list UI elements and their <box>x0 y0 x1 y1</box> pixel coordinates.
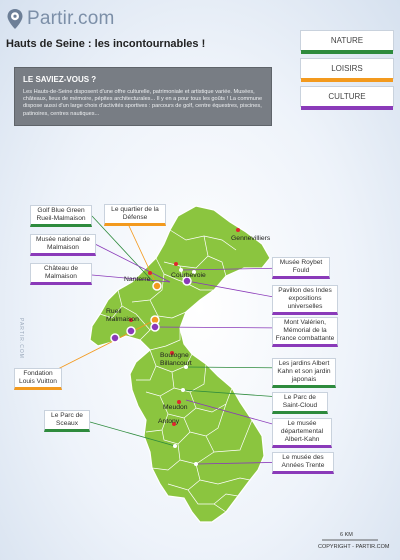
town-dot <box>174 262 178 266</box>
label-chateau-malmaison[interactable]: Château de Malmaison <box>30 263 92 285</box>
marker-dot <box>194 462 198 466</box>
label-mont-valerien[interactable]: Mont Valérien, Mémorial de la France combattante <box>272 317 338 347</box>
town-boulogne: Boulogne Billancourt <box>160 352 192 367</box>
side-watermark: PARTIR.COM <box>18 318 24 359</box>
loisirs-marker[interactable] <box>153 282 161 290</box>
label-quartier-defense[interactable]: Le quartier de la Défense <box>104 204 166 226</box>
info-title: LE SAVIEZ-VOUS ? <box>23 75 97 84</box>
town-courbevoie: Courbevoie <box>171 272 206 279</box>
culture-marker[interactable] <box>127 327 135 335</box>
label-musee-kahn[interactable]: Le musée départemental Albert-Kahn <box>272 418 332 448</box>
page-title: Hauts de Seine : les incontournables ! <box>6 38 206 50</box>
label-golf[interactable]: Golf Blue Green Rueil-Malmaison <box>30 205 92 227</box>
town-dot <box>236 228 240 232</box>
copyright: COPYRIGHT - PARTIR.COM <box>318 544 390 550</box>
label-musee-malmaison[interactable]: Musée national de Malmaison <box>30 234 96 256</box>
scale-label: 6 KM <box>340 532 353 538</box>
marker-dot <box>181 388 185 392</box>
label-jardins-kahn[interactable]: Les jardins Albert Kahn et son jardin japonais <box>272 358 336 388</box>
tab-label: NATURE <box>330 36 364 45</box>
town-meudon: Meudon <box>163 404 188 411</box>
label-parc-saint-cloud[interactable]: Le Parc de Saint-Cloud <box>272 392 328 414</box>
town-antony: Antony <box>158 418 180 425</box>
tab-label: LOISIRS <box>331 64 363 73</box>
town-rueil: Rueil Malmaison <box>106 308 139 323</box>
town-dot <box>148 271 152 275</box>
culture-marker[interactable] <box>111 334 119 342</box>
marker-dot <box>173 444 177 448</box>
town-nanterre: Nanterre <box>124 276 151 283</box>
town-gennevilliers: Gennevilliers <box>231 235 271 242</box>
label-roybet-fould[interactable]: Musée Roybet Fould <box>272 257 330 279</box>
label-pavillon-indes[interactable]: Pavillon des Indes expositions universelles <box>272 285 338 315</box>
label-parc-sceaux[interactable]: Le Parc de Sceaux <box>44 410 90 432</box>
info-body: Les Hauts-de-Seine disposent d'une offre culturelle, patrimoniale et artistique variée. Musées, châteaux, lieux de mémoire, pépites architecturales... Il y en a pour tous les goûts ! La commune dispose aussi d'un large choix d'activités sportives : parcours de golf, centre équestres, piscines, patinoires, centres nautiques... <box>23 89 263 117</box>
label-fondation-vuitton[interactable]: Fondation Louis Vuitton <box>14 368 62 390</box>
label-annees-trente[interactable]: Le musée des Années Trente <box>272 452 334 474</box>
logo-text: Partir.com <box>27 8 115 29</box>
culture-marker[interactable] <box>151 323 159 331</box>
tab-label: CULTURE <box>328 92 366 101</box>
